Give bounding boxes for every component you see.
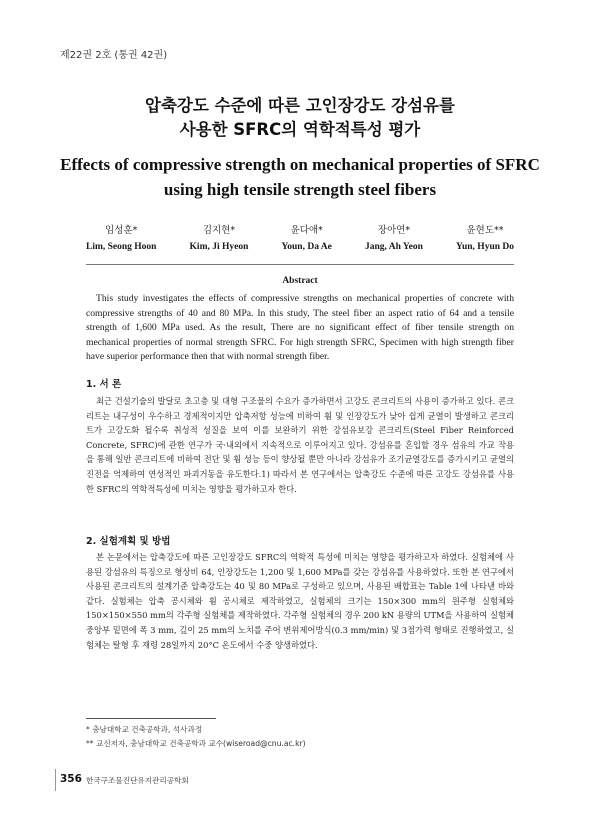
section-1-body: 최근 건설기술의 발달로 초고층 및 대형 구조물의 수요가 증가하면서 고강도 콘크리트의 사용이 증가하고 있다. 콘크리트는 내구성이 우수하고 경제적이지만 압축저항 성능에 비하여 휨 및 인장강도가 낮아 쉽게 균열이 발생하고 콘크리트가 고강도화 될수록 취성적 성질을 보여 이를 보완하기 위한 강섬유보강 콘크리트(Steel Fiber Reinforced Concrete, SFRC)에 관한 연구가 국·내외에서 지속적으로 이루어지고 있다. 강섬유를 혼입할 경우 섬유의 가교 작용을 통해 일반 콘크리트에 비하여 전단 및 휨 성능 등이 향상될 뿐만 아니라 강섬유가 조기균열강도를 증가시키고 균열의 진전을 억제하여 연성적인 파괴거동을 유도한다.1) 따라서 본 연구에서는 압축강도 수준에 따른 고강도 강섬유를 사용한 SFRC의 역학적특성에 미치는 영향을 평가하고자 한다. — [86, 396, 514, 494]
footnote-2: ** 교신저자, 충남대학교 건축공학과 교수(wiseroad@cnu.ac.kr) — [86, 739, 306, 748]
author-name-ko: 임성훈* — [105, 225, 138, 236]
author — [86, 222, 156, 256]
english-title-line-2: using high tensile strength steel fibers — [163, 180, 437, 199]
author — [456, 222, 514, 256]
author-name-ko: 윤다애* — [290, 225, 323, 236]
abstract-text: This study investigates the effects of compressive strengths on mechanical properties of concrete with compressive strengths of 40 and 80 MPa. In this study, The steel fiber an aspect ratio of 64 and a tensile strength of 1,600 MPa used. As the result, There are no significant effect of fiber tensile strength on mechanical properties of normal strength SFRC. For high strength SFRC, Specimen with high strength fiber have superior performance then that with normal strength fiber. — [86, 293, 514, 362]
author-name-en: Lim, Seong Hoon — [86, 242, 157, 252]
footer-bar — [55, 769, 56, 791]
author-name-en: Kim, Ji Hyeon — [189, 242, 249, 252]
section-2-body: 본 논문에서는 압축강도에 따른 고인장강도 SFRC의 역학적 특성에 미치는 영향을 평가하고자 하였다. 실험체에 사용된 강섬유의 특징으로 형상비 64, 인장강도는 1,200 및 1,600 MPa를 갖는 강섬유를 사용하였다. 또한 본 연구에서 사용된 콘크리트의 설계기준 압축강도는 40 및 80 MPa로 구성하고 있으며, 사용된 배합표는 Table 1에 나타낸 바와 같다. 실험체는 압축 공시체와 휨 공시체로 제작하였고, 실험체의 크기는 150×300 mm의 원주형 실험체와 150×150×550 mm의 각주형 실험체를 제작하였다. 각주형 실험체의 경우 200 kN 용량의 UTM을 사용하여 실험체 중앙부 밑면에 폭 3 mm, 깊이 25 mm의 노치를 주어 변위제어방식(0.3 mm/min) 및 3점가력 형태로 진행하였고, 실험체는 탈형 후 재령 28일까지 20°C 온도에서 수중 양생하였다. — [86, 552, 514, 650]
korean-title — [40, 94, 560, 142]
footnote-1: * 충남대학교 건축공학과, 석사과정 — [86, 725, 203, 734]
footnote-divider — [86, 718, 216, 719]
section-1-heading: 1. 서 론 — [86, 379, 122, 390]
author — [281, 222, 331, 256]
author-name-en: Youn, Da Ae — [281, 242, 332, 252]
author-name-en: Jang, Ah Yeon — [364, 242, 423, 252]
author — [190, 222, 249, 256]
abstract-heading: Abstract — [282, 276, 318, 286]
author-list — [86, 222, 514, 256]
issue-label: 제22권 2호 (통권 42권) — [60, 50, 168, 61]
english-title — [40, 152, 560, 202]
journal-name: 한국구조물진단유지관리공학회 — [86, 776, 189, 785]
author-name-ko: 윤현도** — [466, 225, 504, 236]
korean-title-line-2: 사용한 SFRC의 역학적특성 평가 — [179, 120, 421, 139]
korean-title-line-1: 압축강도 수준에 따른 고인장강도 강섬유를 — [145, 96, 455, 115]
author — [365, 222, 423, 256]
author-name-en: Yun, Hyun Do — [456, 242, 514, 252]
author-name-ko: 김지현* — [202, 225, 236, 236]
author-name-ko: 장아연* — [377, 225, 411, 236]
page-number: 356 — [60, 773, 82, 785]
english-title-line-1: Effects of compressive strength on mechanical properties of SFRC — [60, 155, 540, 174]
divider — [86, 264, 514, 265]
section-2-heading: 2. 실험계획 및 방법 — [86, 536, 171, 547]
